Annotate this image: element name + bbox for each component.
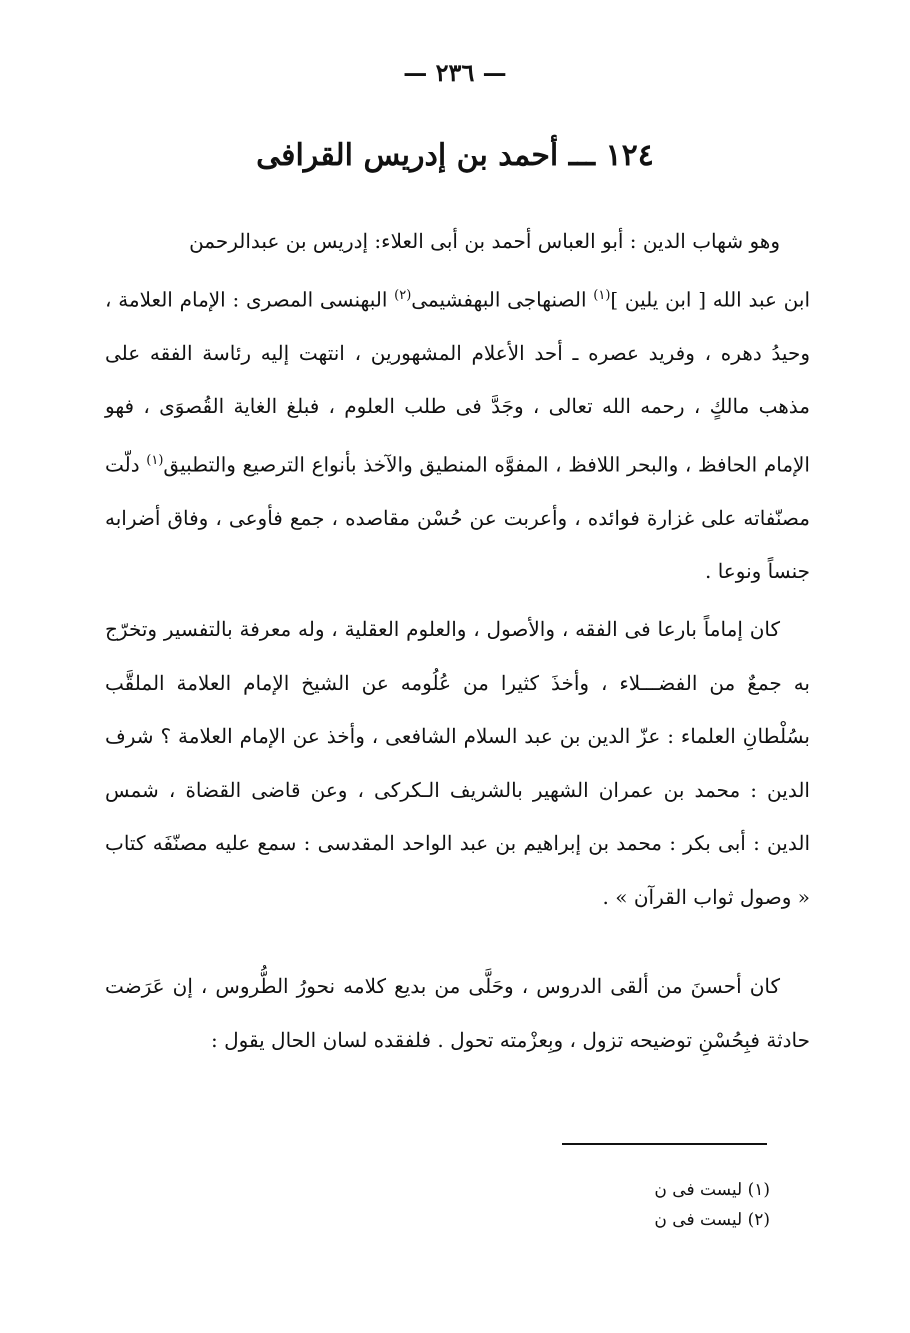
paragraph-text: كان إماماً بارعا فى الفقه ، والأصول ، والعلوم العقلية ، وله معرفة بالتفسير وتخرّج به جمعٌ من الفضـــلاء ، وأخذَ كثيرا من عُلُومه عن الشيخ الإمام العلامة الملقَّب بسُلْطانِ العلماء : عزّ الدين بن عبد السلام الشافعى ، وأخذ عن الإمام العلامة ؟ شرف الدين : محمد بن عمران الشهير بالشريف الـكركى ، وعن قاضى القضاة ، شمس الدين : أبى بكر : محمد بن إبراهيم بن عبد الواحد المقدسى : سمع عليه مصنّفَه كتاب « وصول ثواب القرآن » . [105, 617, 810, 909]
text-segment: دلّت مصنّفاته على غزارة فوائده ، وأعربت عن حُسْن مقاصده ، جمع فأوعى ، وفاق أضرابه جنساً ونوعا . [105, 452, 810, 584]
footnote-2: (٢) ليست فى ن [654, 1210, 770, 1230]
paragraph-text: كان أحسنَ من ألقى الدروس ، وحَلَّى من بديع كلامه نحورُ الطُّروس ، إن عَرَضت حادثة فبِحُسْنِ توضيحه تزول ، وبِعزْمته تحول . فلفقده لسان الحال يقول : [105, 974, 810, 1052]
paragraph-scholarship [105, 603, 810, 924]
footnote-1: (١) ليست فى ن [654, 1180, 770, 1200]
paragraph-text [105, 215, 810, 599]
footnote-marker: (٢) [394, 287, 412, 303]
text-line-1: وهو شهاب الدين : أبو العباس أحمد بن أبى العلاء: إدريس بن عبدالرحمن [189, 229, 780, 253]
biography-heading: ١٢٤ ـــ أحمد بن إدريس القرافى [256, 138, 654, 173]
footnotes [560, 1175, 770, 1235]
paragraph-teaching [105, 960, 810, 1067]
text-segment: الصنهاجى البهفشيمى [411, 287, 594, 312]
footnote-marker: (١) [593, 287, 611, 303]
page-number: — ٢٣٦ — [403, 58, 507, 87]
text-segment: ابن عبد الله [ ابن يلين ] [610, 287, 811, 312]
footnote-marker: (١) [146, 452, 164, 468]
paragraph-intro [105, 215, 810, 599]
footnote-divider [562, 1143, 767, 1145]
text-segment: البهنسى المصرى : الإمام العلامة ، وحيدُ دهره ، وفريد عصره ـ أحد الأعلام المشهورين ، انتهت إليه رئاسة الفقه على مذهب مالكٍ ، رحمه الله تعالى ، وجَدَّ فى طلب العلوم ، فبلغ الغاية القُصوَى ، فهو الإمام الحافظ ، والبحر اللافظ ، المفوَّه المنطيق والآخذ بأنواع الترصيع والتطبيق [105, 287, 810, 477]
